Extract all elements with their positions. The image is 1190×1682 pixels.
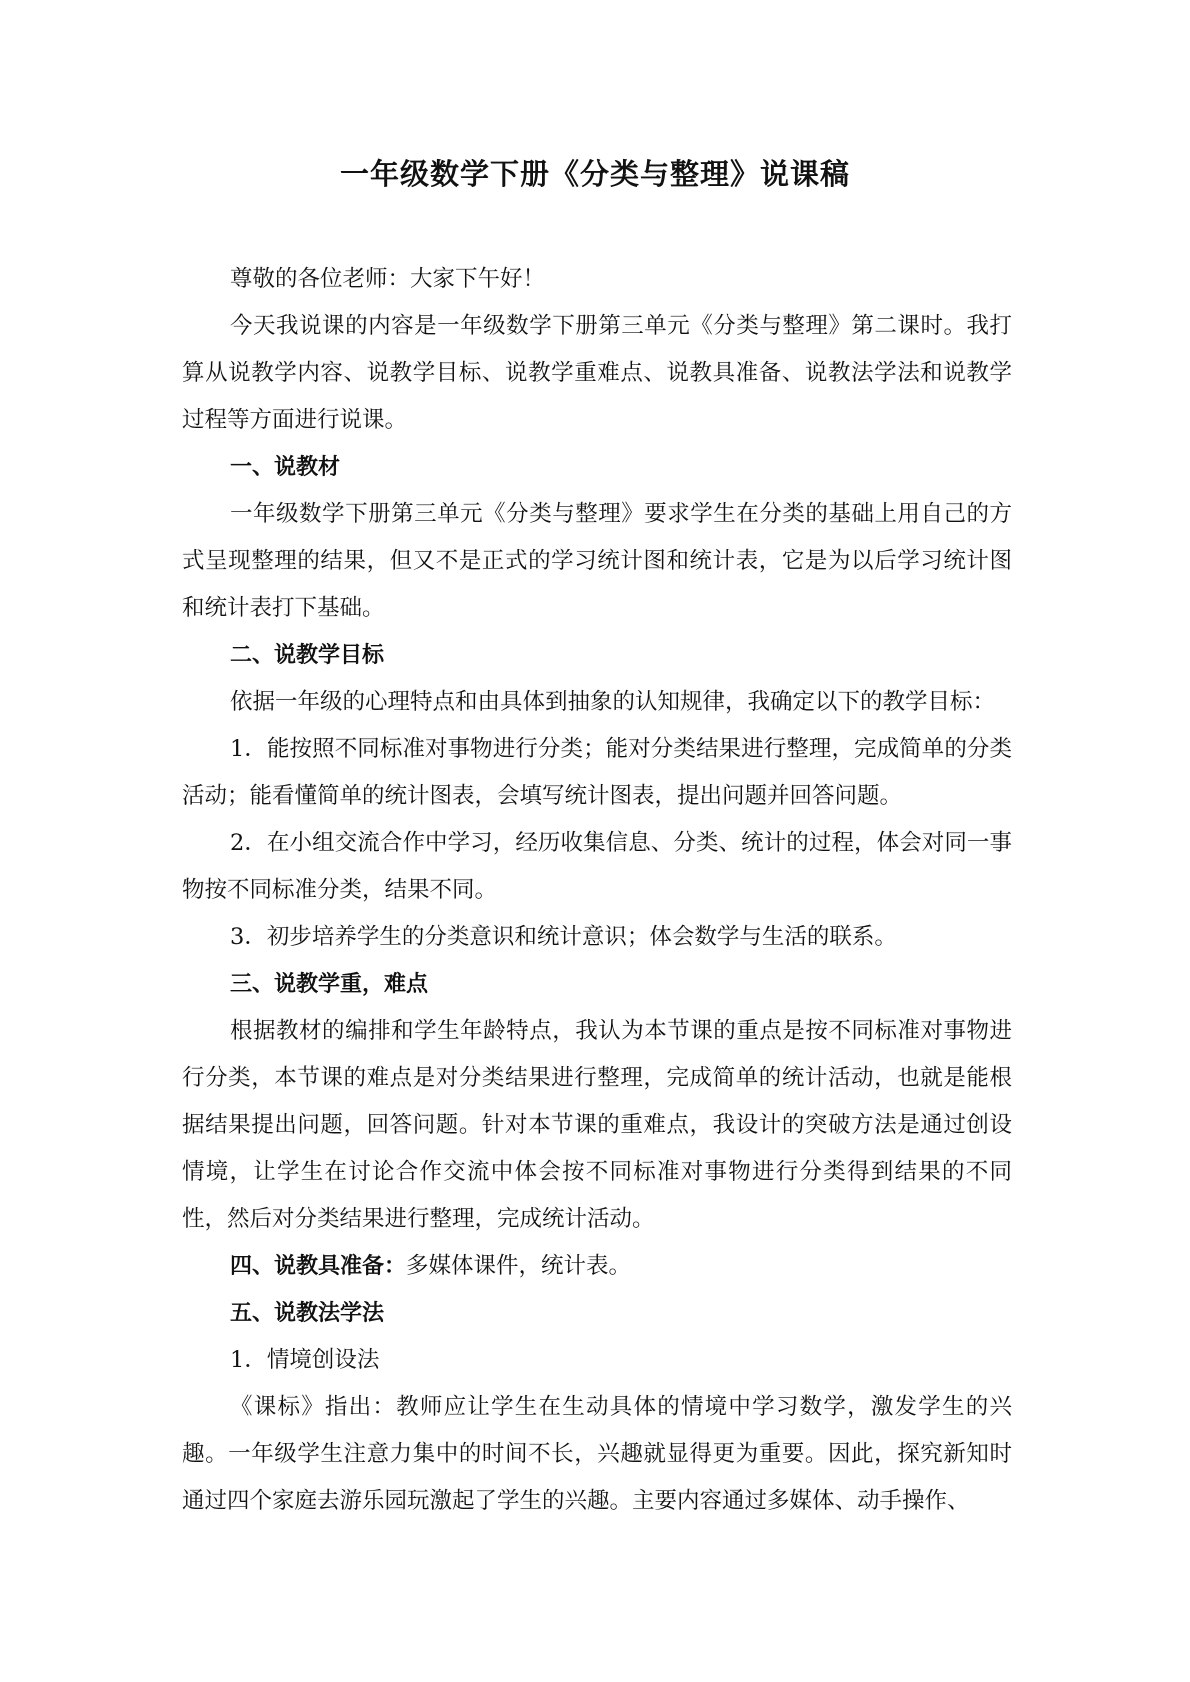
greeting-paragraph: 尊敬的各位老师：大家下午好！ (230, 266, 546, 292)
intro-paragraph: 今天我说课的内容是一年级数学下册第三单元《分类与整理》第二课时。我打算从说教学内容、说教学目标、说教学重难点、说教具准备、说教法学法和说教学过程等方面进行说课。 (182, 313, 1012, 433)
section-heading-key-points: 三、说教学重，难点 (230, 972, 429, 997)
section-heading-goals: 二、说教学目标 (230, 643, 385, 668)
goals-intro-paragraph: 依据一年级的心理特点和由具体到抽象的认知规律，我确定以下的教学目标： (230, 689, 996, 715)
goal-item: 3．初步培养学生的分类意识和统计意识；体会数学与生活的联系。 (230, 924, 897, 950)
section-heading-teaching-aids: 四、说教具准备： (230, 1254, 407, 1279)
goal-item: 2．在小组交流合作中学习，经历收集信息、分类、统计的过程，体会对同一事物按不同标准分类，结果不同。 (182, 830, 1012, 903)
methods-paragraph: 《课标》指出：教师应让学生在生动具体的情境中学习数学，激发学生的兴趣。一年级学生注意力集中的时间不长，兴趣就显得更为重要。因此，探究新知时通过四个家庭去游乐园玩激起了学生的兴趣。主要内容通过多媒体、动手操作、 (182, 1394, 1012, 1514)
document-title: 一年级数学下册《分类与整理》说课稿 (339, 157, 850, 191)
teaching-aids-text: 多媒体课件，统计表。 (406, 1253, 632, 1279)
section-heading-methods: 五、说教法学法 (230, 1301, 385, 1326)
goal-item: 1．能按照不同标准对事物进行分类；能对分类结果进行整理，完成简单的分类活动；能看懂简单的统计图表，会填写统计图表，提出问题并回答问题。 (182, 736, 1012, 809)
section-heading-textbook: 一、说教材 (230, 455, 341, 480)
document-body (182, 256, 1012, 1525)
teaching-aids-paragraph (182, 1243, 1012, 1290)
textbook-paragraph: 一年级数学下册第三单元《分类与整理》要求学生在分类的基础上用自己的方式呈现整理的结果，但又不是正式的学习统计图和统计表，它是为以后学习统计图和统计表打下基础。 (182, 501, 1012, 621)
methods-subheading: 1．情境创设法 (230, 1347, 380, 1373)
key-points-paragraph: 根据教材的编排和学生年龄特点，我认为本节课的重点是按不同标准对事物进行分类，本节课的难点是对分类结果进行整理，完成简单的统计活动，也就是能根据结果提出问题，回答问题。针对本节课的重难点，我设计的突破方法是通过创设情境，让学生在讨论合作交流中体会按不同标准对事物进行分类得到结果的不同性，然后对分类结果进行整理，完成统计活动。 (182, 1018, 1012, 1232)
